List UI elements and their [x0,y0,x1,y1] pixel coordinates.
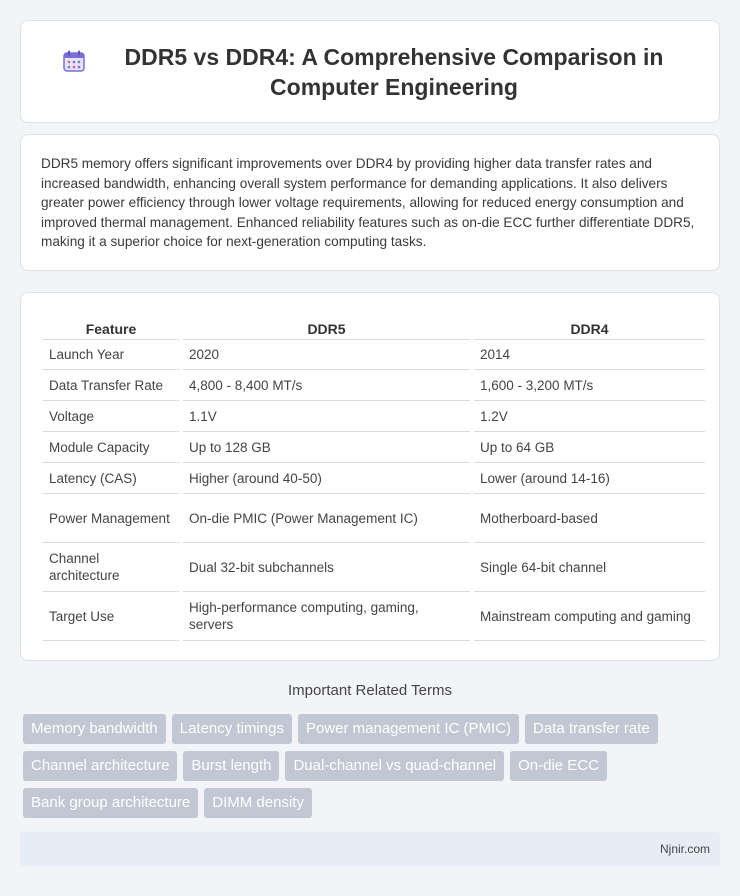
header-feature: Feature [85,321,137,337]
page-title: DDR5 vs DDR4: A Comprehensive Comparison in Computer Engineering [124,43,664,100]
ddr5-cell: Higher (around 40-50) [183,463,470,494]
ddr5-cell: 2020 [183,339,470,370]
feature-cell: Latency (CAS) [43,463,179,494]
title-card [20,20,720,123]
feature-cell: Data Transfer Rate [43,370,179,401]
ddr4-cell: Motherboard-based [474,494,705,543]
feature-cell: Module Capacity [43,432,179,463]
related-terms-title: Important Related Terms [288,682,452,699]
footer-source: Njnir.com [20,832,720,866]
ddr5-cell: Dual 32-bit subchannels [183,543,470,592]
related-term-tag[interactable]: Bank group architecture [23,788,198,818]
comparison-card [20,292,720,661]
ddr5-cell: On-die PMIC (Power Management IC) [183,494,470,543]
table-row [43,543,705,592]
feature-cell: Launch Year [43,339,179,370]
table-row [43,370,705,401]
header-ddr5: DDR5 [307,321,346,337]
ddr5-cell: 1.1V [183,401,470,432]
related-term-tag[interactable]: DIMM density [204,788,312,818]
feature-cell: Power Management [43,494,179,543]
feature-cell: Voltage [43,401,179,432]
ddr5-cell: High-performance computing, gaming, servers [183,592,470,641]
ddr4-cell: Lower (around 14-16) [474,463,705,494]
table-row [43,339,705,370]
related-term-tag[interactable]: Data transfer rate [525,714,658,744]
ddr4-cell: Single 64-bit channel [474,543,705,592]
ddr4-cell: Up to 64 GB [474,432,705,463]
related-term-tag[interactable]: Latency timings [172,714,292,744]
comparison-table [39,313,709,641]
table-header-row [43,313,705,339]
related-term-tag[interactable]: On-die ECC [510,751,607,781]
header-ddr4: DDR4 [570,321,609,337]
ddr4-cell: 1.2V [474,401,705,432]
ddr5-cell: 4,800 - 8,400 MT/s [183,370,470,401]
intro-paragraph: DDR5 memory offers significant improvements over DDR4 by providing higher data transfer rates and increased bandwidth, enhancing overall system performance for demanding applications. It also delivers greater power efficiency through lower voltage requirements, allowing for reduced energy consumption and improved thermal management. Enhanced reliability features such as on-die ECC further differentiate DDR5, making it a superior choice for next-generation computing tasks. [41,156,695,250]
related-term-tag[interactable]: Burst length [183,751,279,781]
table-row [43,463,705,494]
ddr5-cell: Up to 128 GB [183,432,470,463]
table-row [43,494,705,543]
related-terms-list [23,714,723,818]
feature-cell: Channel architecture [43,543,179,592]
ddr4-cell: 2014 [474,339,705,370]
table-row [43,432,705,463]
related-term-tag[interactable]: Memory bandwidth [23,714,166,744]
feature-cell: Target Use [43,592,179,641]
related-term-tag[interactable]: Dual-channel vs quad-channel [285,751,504,781]
calendar-icon [61,48,87,74]
related-term-tag[interactable]: Power management IC (PMIC) [298,714,519,744]
related-term-tag[interactable]: Channel architecture [23,751,177,781]
table-row [43,401,705,432]
ddr4-cell: 1,600 - 3,200 MT/s [474,370,705,401]
intro-card [20,134,720,271]
ddr4-cell: Mainstream computing and gaming [474,592,705,641]
table-row [43,592,705,641]
